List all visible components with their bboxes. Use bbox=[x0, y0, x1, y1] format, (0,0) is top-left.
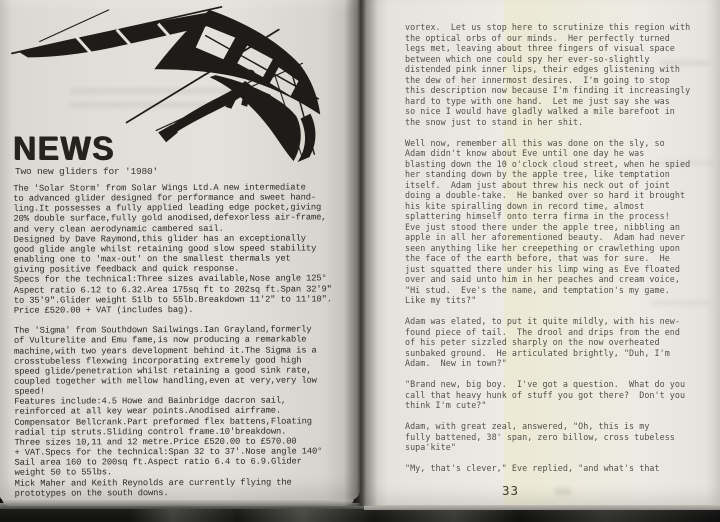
text-line: the snow just to stand in her shit. bbox=[405, 116, 584, 127]
text-line: Compensator Bellcrank.Part preformed flex battens,Floating bbox=[14, 416, 312, 428]
left-page-body-text bbox=[13, 182, 356, 498]
text-line: and very clean aerodynamic cambered sail. bbox=[13, 223, 224, 235]
news-heading: NEWS bbox=[13, 129, 115, 167]
text-line: the optical orbs of our minds. Her perfectly turned bbox=[405, 32, 670, 43]
scanner-bed-texture bbox=[0, 509, 720, 522]
text-line: itself. Adam just about threw his neck out of joint bbox=[405, 179, 670, 190]
text-line: The 'Solar Storm' from Solar Wings Ltd.A new intermediate bbox=[13, 182, 306, 194]
text-line bbox=[405, 369, 697, 380]
text-line: machine,with two years development behind it.The Sigma is a bbox=[14, 344, 317, 357]
text-line: Adam was elated, to put it quite mildly, with his new- bbox=[405, 316, 680, 326]
text-line: Specs for the technical:Three sizes available,Nose angle 125° bbox=[13, 273, 327, 286]
text-line: apple in all her aforementioned beauty. Adam had never bbox=[405, 232, 686, 242]
text-line bbox=[405, 411, 697, 422]
text-line: Well now, remember all this was done on the sly, so bbox=[405, 137, 665, 148]
text-line: of his peter sizzled sharply on the now overheated bbox=[405, 337, 660, 347]
text-line: Price £520.00 + VAT (includes bag). bbox=[13, 304, 194, 316]
text-line: crosstubeless flexwing incorporating extremely good high bbox=[14, 355, 302, 367]
text-line: of Vulturelite and Emu fame,is now producing a remarkable bbox=[13, 334, 307, 347]
text-line: Like my tits?" bbox=[405, 295, 477, 305]
text-line bbox=[405, 306, 697, 317]
text-line: hard to type with one hand. Let me just say she was bbox=[405, 95, 670, 106]
text-line: fully battened, 38' span, zero billow, cross tubeless bbox=[405, 431, 675, 442]
text-line: just squatted there under his limp wing as Eve floated bbox=[405, 263, 680, 274]
text-line: vortex. Let us stop here to scrutinize this region with bbox=[405, 22, 691, 32]
bleed-through-ghosting bbox=[555, 488, 571, 495]
text-line: sunbaked ground. He articulated brightly, "Duh, I'm bbox=[405, 347, 670, 358]
text-line: legs met, leaving about three fingers of visual space bbox=[405, 43, 675, 53]
text-line bbox=[405, 127, 697, 138]
spine-gutter-shadow bbox=[344, 0, 378, 506]
text-line: speed! bbox=[14, 386, 46, 397]
text-line: Sail area 160 to 200sq ft.Aspect ratio 6.4 to 6.9.Glider bbox=[14, 456, 302, 468]
text-line: Features include:4.5 Howe and Bainbridge dacron sail, bbox=[14, 395, 287, 408]
text-line: over and said unto him in her peaches and cream voice, bbox=[405, 274, 680, 284]
text-line: prototypes on the south downs. bbox=[14, 487, 169, 499]
text-line: Aspect ratio 6.12 to 6.32.Area 175sq ft to 202sq ft.Span 32'9" bbox=[13, 283, 332, 296]
text-line: so nice I would have gladly walked a mile barefoot in bbox=[405, 106, 675, 116]
text-line: the face of the earth before, that was for sure. He bbox=[405, 253, 670, 263]
text-line: ling.It possesses a fully applied leading edge pocket,giving bbox=[13, 202, 322, 215]
text-line: doing a double-take. He banked over so hard it brought bbox=[405, 190, 686, 200]
text-line: Designed by Dave Raymond,this glider has an exceptionally bbox=[13, 233, 306, 245]
text-line: giving positive feedback and quick response. bbox=[13, 264, 240, 275]
text-line: her standing down by the apple tree, like temptation bbox=[405, 169, 670, 179]
text-line: Adam, with great zeal, answered, "Oh, this is my bbox=[405, 421, 650, 431]
text-line: call that heavy hunk of stuff you got there? Don't you bbox=[405, 389, 686, 400]
text-line: radial tip struts.Sliding control frame.10'breakdown. bbox=[14, 426, 287, 438]
text-line: Three sizes 10,11 and 12 metre.Price £520.00 to £570.00 bbox=[14, 436, 297, 448]
text-line: his kite spiralling down in record time, almost bbox=[405, 200, 645, 211]
news-subheading: Two new gliders for '1980' bbox=[15, 166, 159, 177]
text-line: to 35'9".Glider weight 51lb to 55lb.Breakdown 11'2" to 11'10". bbox=[13, 294, 332, 306]
text-line: between which one could spy her ever-so-slightly bbox=[405, 53, 650, 64]
text-line: speed glide/penetration whilst retaining a good sink rate, bbox=[14, 365, 312, 377]
text-line: 20% double surface,fully gold anodised,defexorless air-frame, bbox=[13, 212, 327, 225]
text-line: Mick Maher and Keith Reynolds are currently flying the bbox=[14, 477, 292, 489]
text-line: the dew of her innermost desires. I'm going to stop bbox=[405, 74, 670, 85]
text-line: supa'kite" bbox=[405, 442, 456, 452]
text-line: Eve just stood there under the apple tree, nibbling an bbox=[405, 221, 680, 232]
text-line: "My, that's clever," Eve replied, "and what's that bbox=[405, 463, 660, 473]
text-line: found piece of tail. The drool and drips from the end bbox=[405, 326, 680, 337]
right-page-body-text bbox=[405, 22, 697, 474]
text-line: think I'm cute?" bbox=[405, 400, 487, 410]
text-line: splattering himself onto terra firma in the process! bbox=[405, 211, 670, 221]
page-number: 33 bbox=[502, 483, 520, 498]
text-line bbox=[405, 453, 697, 464]
text-line: reinforced at all key wear points.Anodised airframe. bbox=[14, 406, 282, 418]
text-line: + VAT.Specs for the technical:Span 32 to 37'.Nose angle 140° bbox=[14, 446, 323, 458]
text-line: "Brand new, big boy. I've got a question. What do you bbox=[405, 379, 686, 389]
text-line: coupled together with mellow handling,even at very,very low bbox=[14, 375, 317, 387]
text-line: blasting down the 10 o'clock cloud street, when he spied bbox=[405, 158, 691, 169]
text-line: Adam. New in town?" bbox=[405, 358, 507, 368]
text-line: good glide angle whilst retaining good slow speed stability bbox=[13, 243, 317, 255]
text-line: The 'Sigma' from Southdown Sailwings.Ian Grayland,formerly bbox=[13, 324, 312, 336]
text-line: to advanced glider designed for performance and sweet hand- bbox=[13, 192, 317, 204]
text-line: distended pink inner lips, their edges glistening with bbox=[405, 64, 680, 74]
text-line: seen anything like her creepething or crawlething upon bbox=[405, 242, 680, 253]
text-line: enabling one to 'max-out' on the smallest thermals yet bbox=[13, 253, 291, 265]
text-line: weight 50 to 55lbs. bbox=[14, 467, 113, 479]
text-line: this description now because I'm finding it increasingly bbox=[405, 85, 691, 95]
text-line: Adam didn't know about Eve until one day he was bbox=[405, 148, 645, 158]
text-line: "Hi stud. Eve's the name, and temptation's my game. bbox=[405, 284, 670, 295]
